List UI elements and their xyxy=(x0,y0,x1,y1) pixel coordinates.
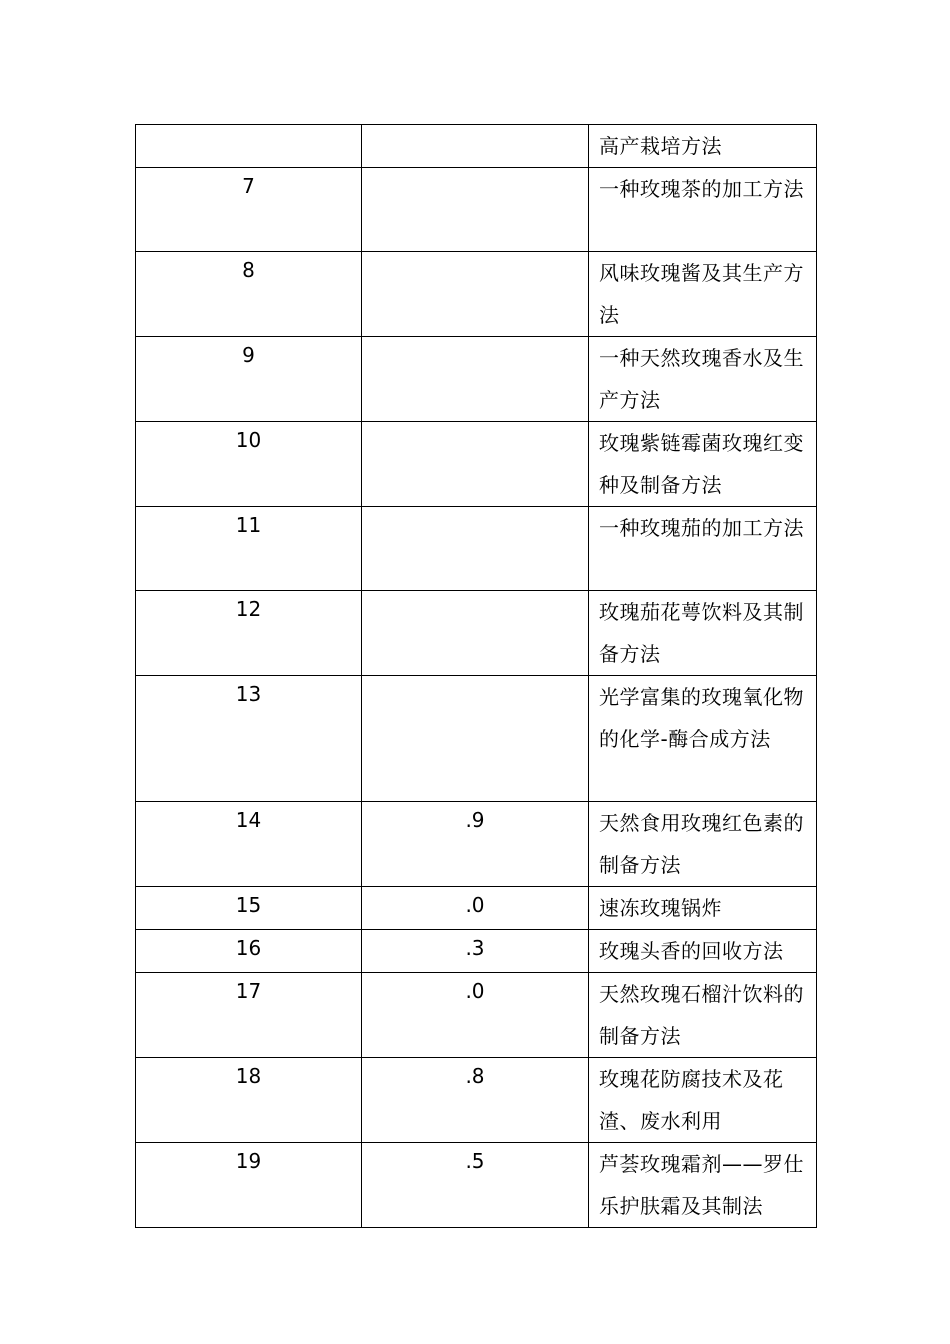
table-row xyxy=(136,125,817,168)
row-title-cell xyxy=(589,676,817,802)
row-value-cell xyxy=(362,168,589,252)
row-number xyxy=(136,125,361,133)
table-row xyxy=(136,676,817,802)
row-value xyxy=(362,125,588,133)
row-number: 19 xyxy=(235,1149,262,1173)
table-row xyxy=(136,887,817,930)
row-title-cell xyxy=(589,802,817,887)
table-row xyxy=(136,802,817,887)
table-row xyxy=(136,422,817,507)
row-title-cell xyxy=(589,507,817,591)
row-title: 玫瑰紫链霉菌玫瑰红变种及制备方法 xyxy=(599,431,804,497)
table-row xyxy=(136,930,817,973)
row-title: 玫瑰茄花萼饮料及其制备方法 xyxy=(599,600,804,666)
table-row xyxy=(136,1058,817,1143)
row-value-cell xyxy=(362,973,589,1058)
row-number-cell xyxy=(136,802,362,887)
row-title-cell xyxy=(589,252,817,337)
row-number-cell xyxy=(136,422,362,507)
table-row xyxy=(136,973,817,1058)
row-value-cell xyxy=(362,252,589,337)
row-number-cell xyxy=(136,676,362,802)
row-title: 玫瑰花防腐技术及花渣、废水利用 xyxy=(599,1067,784,1133)
table-row xyxy=(136,507,817,591)
row-number: 7 xyxy=(242,174,255,198)
row-value-cell xyxy=(362,1058,589,1143)
row-number-cell xyxy=(136,337,362,422)
row-title: 芦荟玫瑰霜剂——罗仕乐护肤霜及其制法 xyxy=(599,1152,804,1218)
row-value-cell xyxy=(362,887,589,930)
row-title-cell xyxy=(589,887,817,930)
row-value-cell xyxy=(362,930,589,973)
row-title: 玫瑰头香的回收方法 xyxy=(599,939,784,963)
row-number: 9 xyxy=(242,343,255,367)
row-number-cell xyxy=(136,1058,362,1143)
table-row xyxy=(136,591,817,676)
row-title-cell xyxy=(589,1058,817,1143)
row-title: 一种玫瑰茄的加工方法 xyxy=(599,516,804,540)
row-number: 17 xyxy=(235,979,262,1003)
row-value-cell xyxy=(362,422,589,507)
patent-table xyxy=(135,124,817,1228)
row-number: 11 xyxy=(235,513,262,537)
row-value xyxy=(362,591,588,599)
row-number: 13 xyxy=(235,682,262,706)
row-value: .8 xyxy=(465,1064,485,1088)
row-title-cell xyxy=(589,591,817,676)
row-title-cell xyxy=(589,930,817,973)
table-row xyxy=(136,337,817,422)
row-number: 14 xyxy=(235,808,262,832)
row-number: 12 xyxy=(235,597,262,621)
row-title-cell xyxy=(589,337,817,422)
row-number-cell xyxy=(136,252,362,337)
row-title-cell xyxy=(589,125,817,168)
row-title: 速冻玫瑰锅炸 xyxy=(599,896,722,920)
row-number-cell xyxy=(136,887,362,930)
row-value xyxy=(362,507,588,515)
row-value: .9 xyxy=(465,808,485,832)
table-body xyxy=(136,125,817,1228)
row-value: .5 xyxy=(465,1149,485,1173)
row-number-cell xyxy=(136,168,362,252)
row-title: 风味玫瑰酱及其生产方法 xyxy=(599,261,804,327)
row-number: 15 xyxy=(235,893,262,917)
row-title: 天然玫瑰石榴汁饮料的制备方法 xyxy=(599,982,804,1048)
row-value-cell xyxy=(362,337,589,422)
row-value: .0 xyxy=(465,979,485,1003)
row-number: 16 xyxy=(235,936,262,960)
row-title: 一种天然玫瑰香水及生产方法 xyxy=(599,346,804,412)
row-value-cell xyxy=(362,591,589,676)
table-row xyxy=(136,1143,817,1228)
row-number-cell xyxy=(136,973,362,1058)
row-number: 18 xyxy=(235,1064,262,1088)
row-title-cell xyxy=(589,422,817,507)
row-value-cell xyxy=(362,676,589,802)
row-number: 8 xyxy=(242,258,255,282)
row-number-cell xyxy=(136,507,362,591)
row-value: .0 xyxy=(465,893,485,917)
row-title: 一种玫瑰茶的加工方法 xyxy=(599,177,804,201)
row-value xyxy=(362,337,588,345)
row-value xyxy=(362,676,588,684)
row-number-cell xyxy=(136,125,362,168)
row-value: .3 xyxy=(465,936,485,960)
table-row xyxy=(136,168,817,252)
row-value-cell xyxy=(362,1143,589,1228)
row-title-cell xyxy=(589,168,817,252)
row-number-cell xyxy=(136,930,362,973)
row-value xyxy=(362,168,588,176)
row-value-cell xyxy=(362,125,589,168)
row-title: 高产栽培方法 xyxy=(599,134,722,158)
row-title: 天然食用玫瑰红色素的制备方法 xyxy=(599,811,804,877)
row-value-cell xyxy=(362,507,589,591)
row-value-cell xyxy=(362,802,589,887)
row-value xyxy=(362,422,588,430)
row-number-cell xyxy=(136,1143,362,1228)
row-number-cell xyxy=(136,591,362,676)
row-value xyxy=(362,252,588,260)
table-row xyxy=(136,252,817,337)
row-title-cell xyxy=(589,1143,817,1228)
row-number: 10 xyxy=(235,428,262,452)
row-title-cell xyxy=(589,973,817,1058)
row-title: 光学富集的玫瑰氧化物的化学-酶合成方法 xyxy=(599,685,804,751)
